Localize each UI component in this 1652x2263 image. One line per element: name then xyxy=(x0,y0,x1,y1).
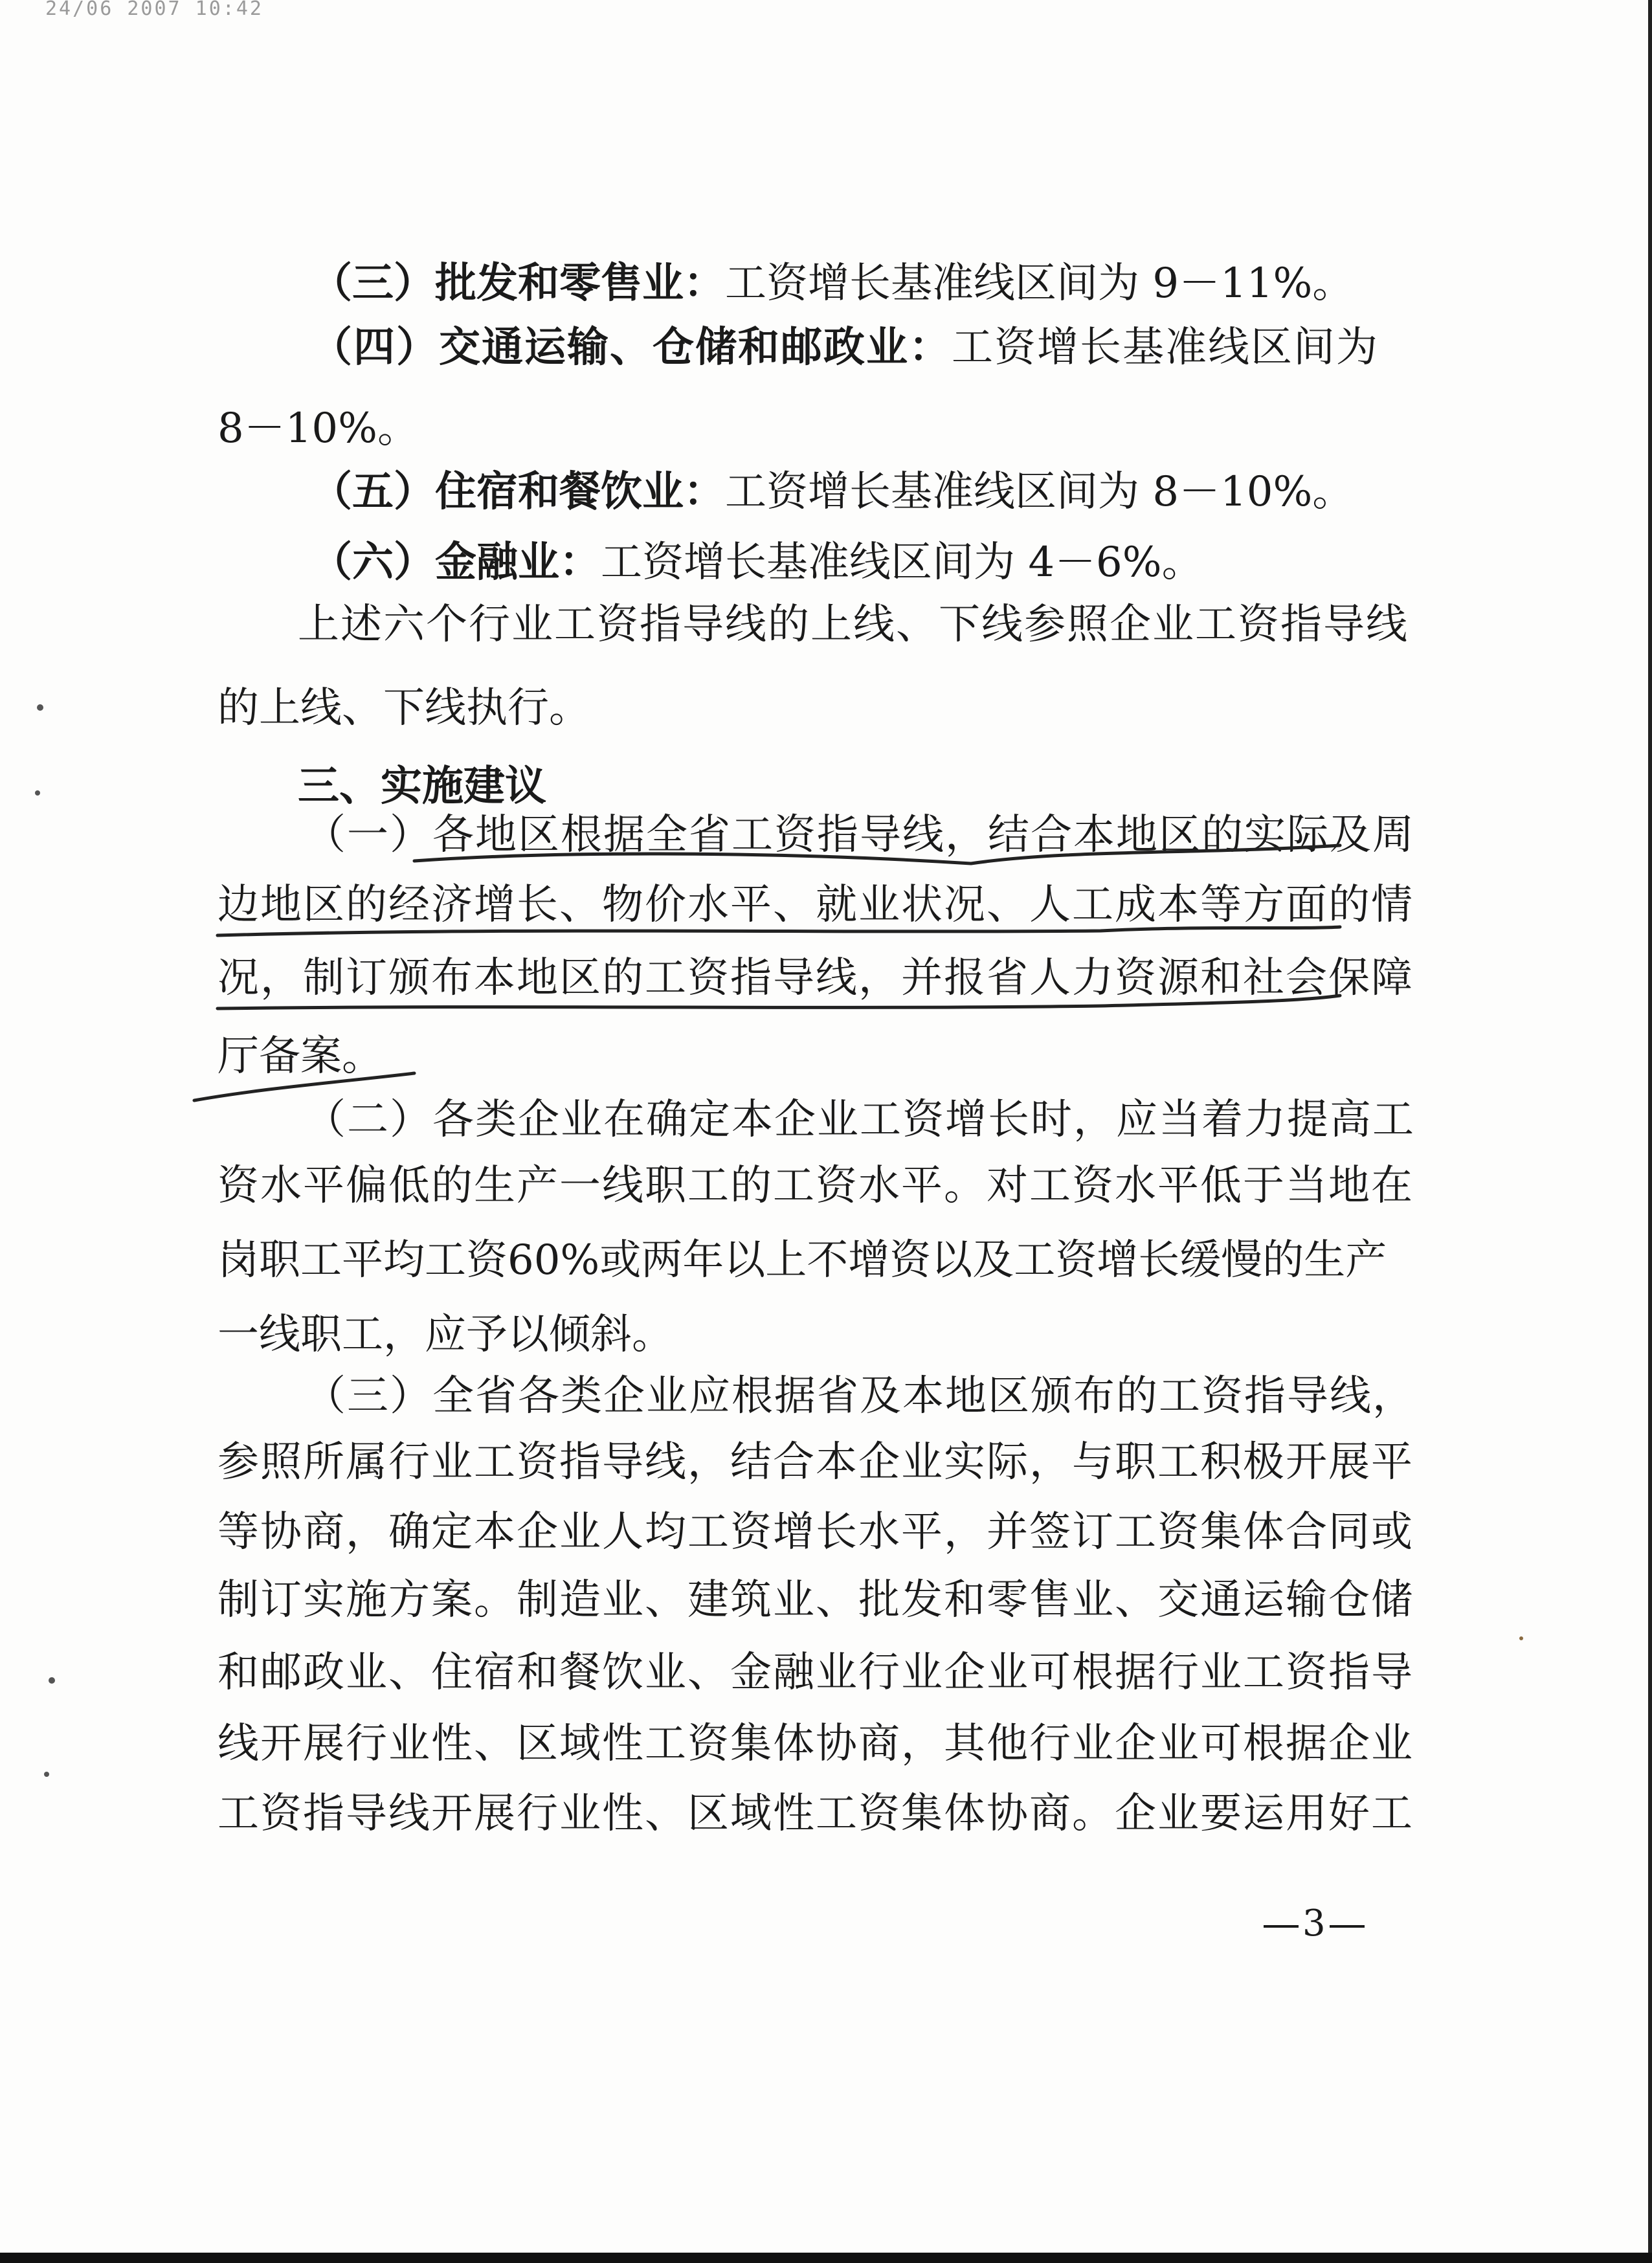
industry-label: （五）住宿和餐饮业： xyxy=(311,467,725,516)
page-number-value: 3 xyxy=(1302,1902,1326,1945)
paragraph-line: 资水平偏低的生产一线职工的工资水平。对工资水平低于当地在 xyxy=(218,1162,1414,1210)
industry-label: （四）交通运输、仓储和邮政业： xyxy=(311,323,952,372)
paragraph-line: 等协商，确定本企业人均工资增长水平，并签订工资集体合同或 xyxy=(218,1508,1414,1556)
scan-speck xyxy=(35,790,40,796)
scan-edge-bottom xyxy=(0,2253,1652,2263)
section-heading: 三、实施建议 xyxy=(298,762,546,810)
paragraph-line: 边地区的经济增长、物价水平、就业状况、人工成本等方面的情 xyxy=(218,881,1414,929)
paragraph-line: 一线职工，应予以倾斜。 xyxy=(218,1311,673,1359)
fax-timestamp: 24/06 2007 10:42 xyxy=(45,0,263,20)
paragraph-line xyxy=(311,467,1354,516)
paragraph-line: 的上线、下线执行。 xyxy=(218,684,590,732)
paragraph-line: 参照所属行业工资指导线，结合本企业实际，与职工积极开展平 xyxy=(218,1438,1414,1486)
industry-range: 工资增长基准线区间为 4－6%。 xyxy=(601,539,1203,586)
scan-speck xyxy=(44,1772,49,1777)
paragraph-line: 和邮政业、住宿和餐饮业、金融业行业企业可根据行业工资指导 xyxy=(218,1649,1414,1697)
paragraph-line xyxy=(311,259,1354,307)
scan-speck xyxy=(49,1677,55,1684)
page-number-dash xyxy=(1264,1925,1299,1928)
industry-range: 工资增长基准线区间为 xyxy=(952,324,1379,372)
scan-speck xyxy=(1519,1636,1523,1640)
paragraph-line: （一）各地区根据全省工资指导线，结合本地区的实际及周 xyxy=(304,811,1415,859)
industry-range: 工资增长基准线区间为 8－10%。 xyxy=(725,468,1354,516)
paragraph-line: 制订实施方案。制造业、建筑业、批发和零售业、交通运输仓储 xyxy=(218,1576,1414,1624)
industry-label: （三）批发和零售业： xyxy=(311,259,725,307)
scan-edge-right xyxy=(1648,0,1652,2263)
paragraph-line xyxy=(311,323,1379,372)
paragraph-line xyxy=(311,538,1203,586)
paragraph-line: 况，制订颁布本地区的工资指导线，并报省人力资源和社会保障 xyxy=(218,954,1414,1002)
paragraph-line: 线开展行业性、区域性工资集体协商，其他行业企业可根据企业 xyxy=(218,1720,1414,1768)
industry-label: （六）金融业： xyxy=(311,538,601,586)
scan-speck xyxy=(37,704,43,711)
paragraph-line: （二）各类企业在确定本企业工资增长时，应当着力提高工 xyxy=(304,1096,1415,1144)
industry-range: 工资增长基准线区间为 9－11%。 xyxy=(725,260,1354,307)
paragraph-line: 岗职工平均工资60%或两年以上不增资以及工资增长缓慢的生产 xyxy=(218,1236,1387,1284)
page-number-dash xyxy=(1330,1925,1365,1928)
paragraph-line: 厅备案。 xyxy=(218,1032,383,1080)
paragraph-line: 上述六个行业工资指导线的上线、下线参照企业工资指导线 xyxy=(298,601,1409,649)
paragraph-line: 工资指导线开展行业性、区域性工资集体协商。企业要运用好工 xyxy=(218,1790,1414,1838)
page-number xyxy=(1260,1902,1368,1945)
paragraph-line: 8－10%。 xyxy=(218,405,419,452)
paragraph-line: （三）全省各类企业应根据省及本地区颁布的工资指导线， xyxy=(304,1372,1415,1420)
